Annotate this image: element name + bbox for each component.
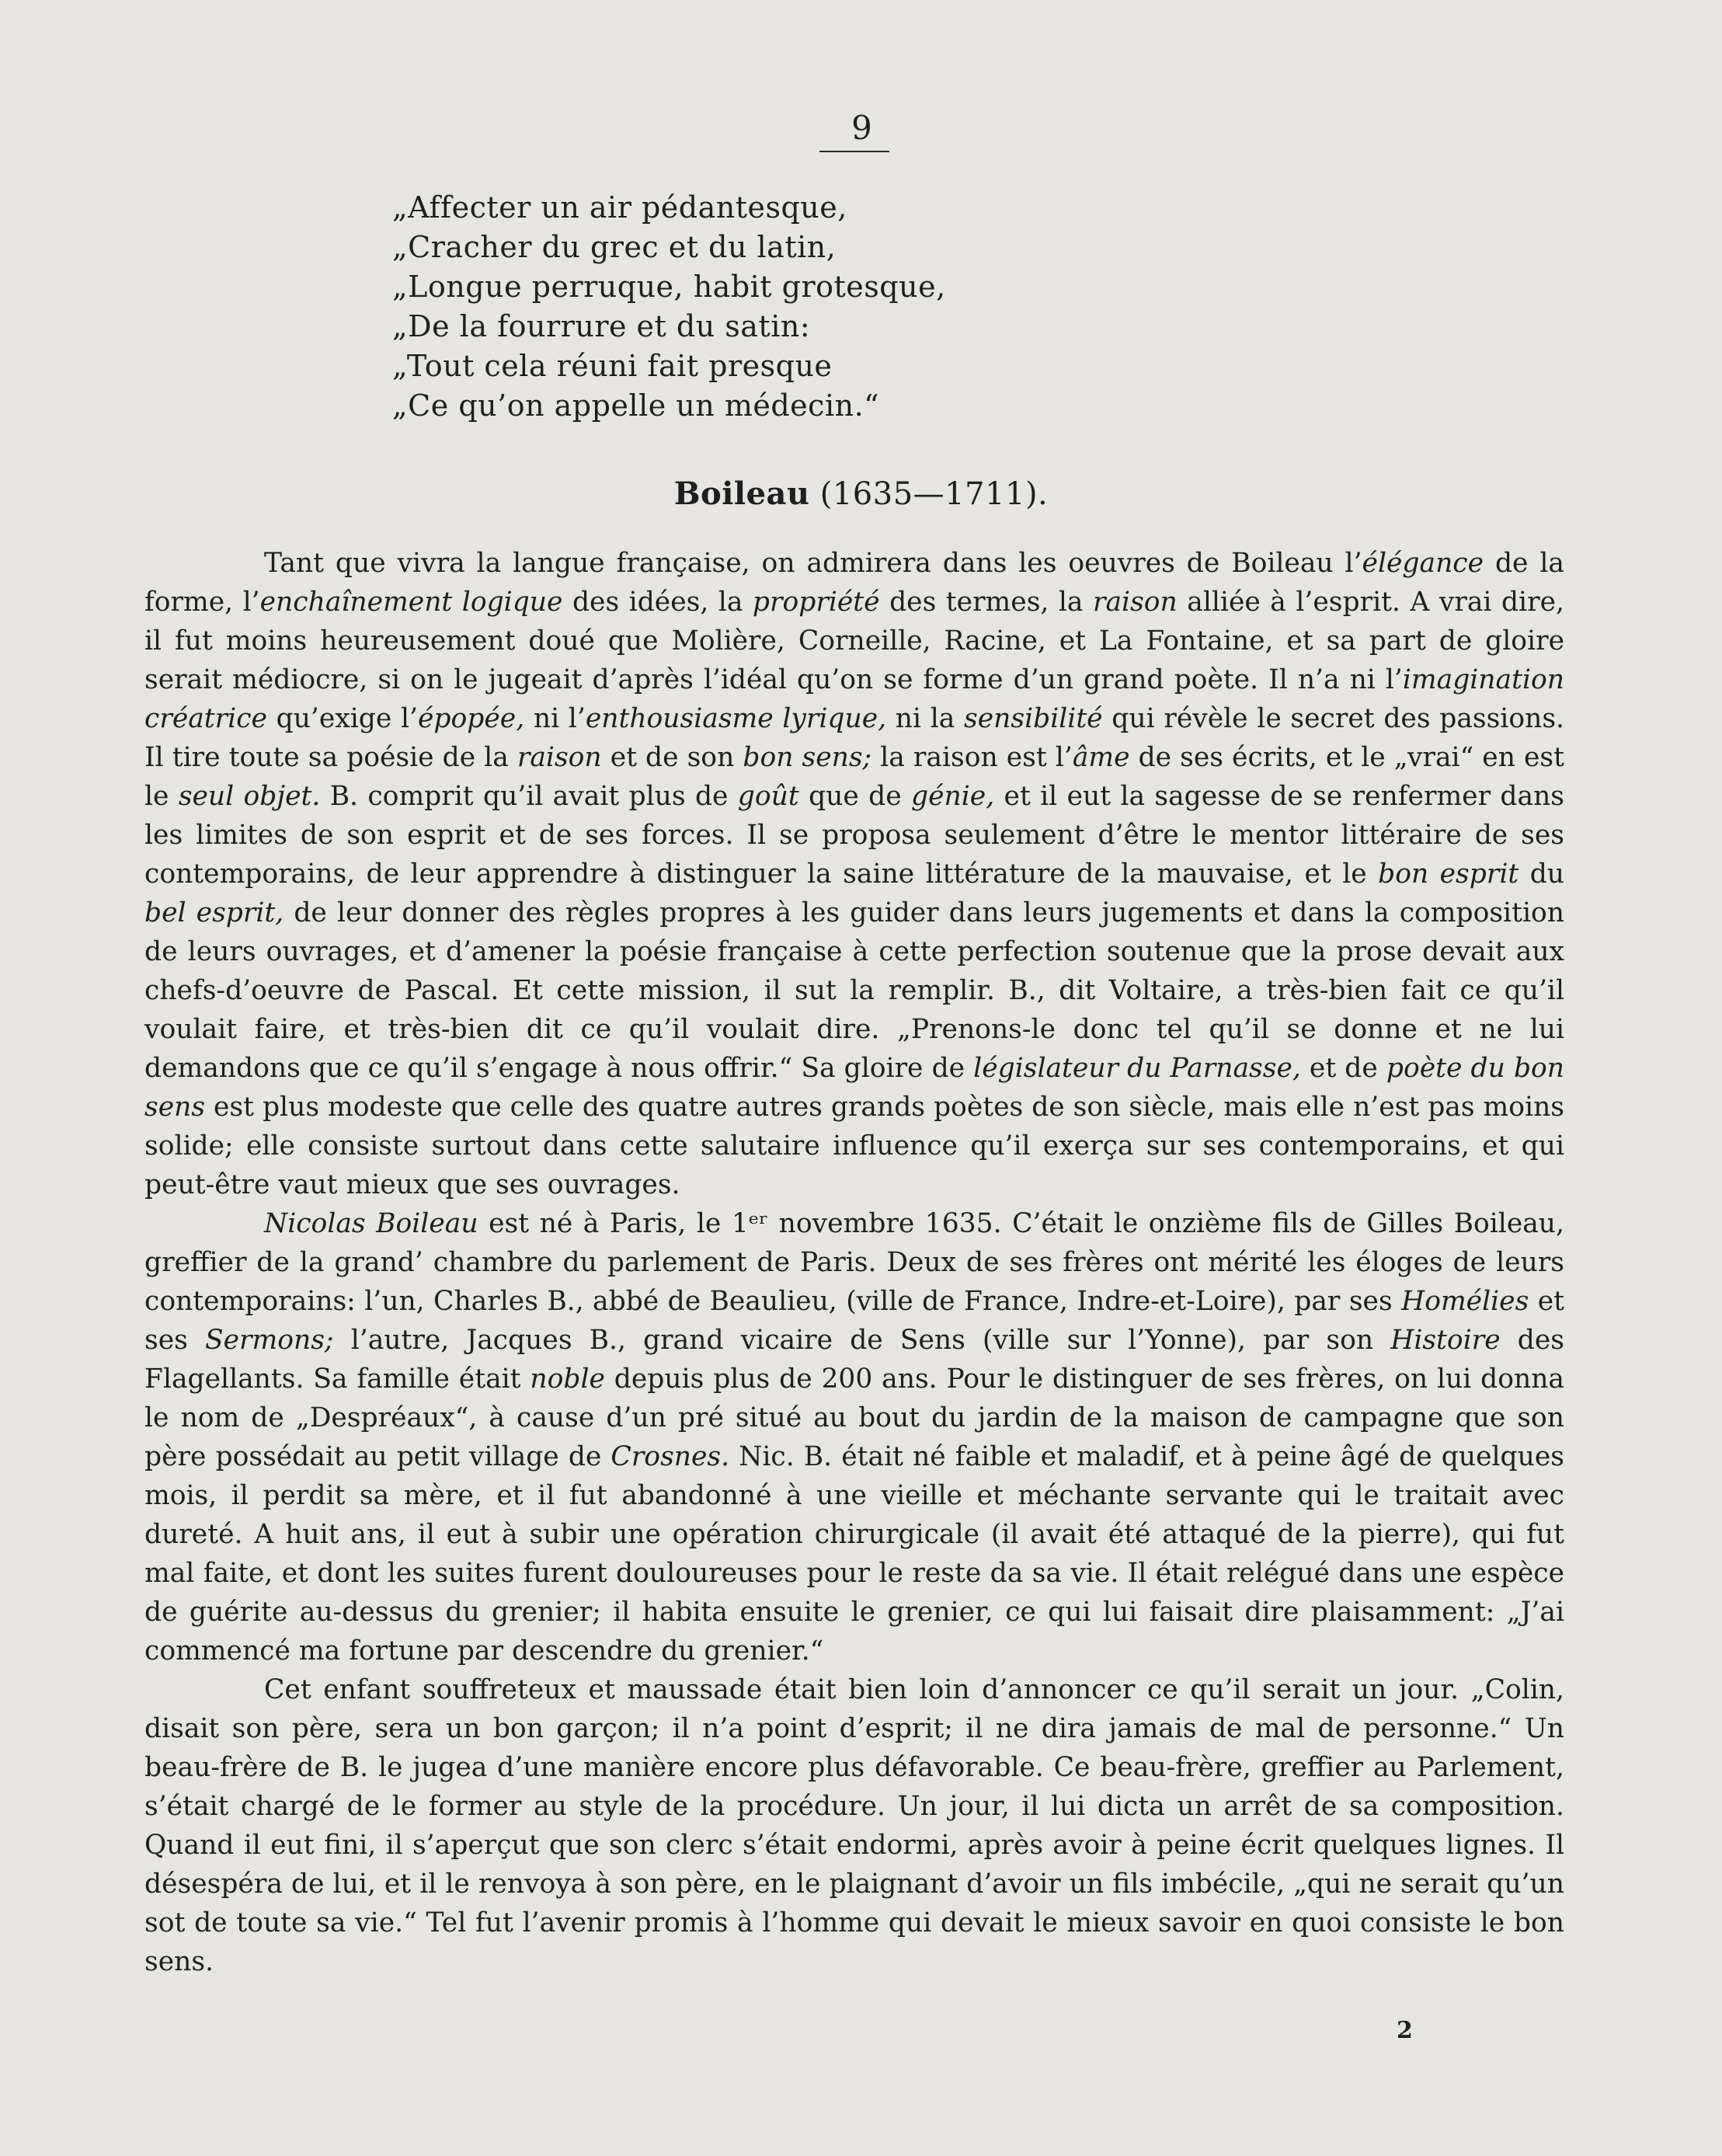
emphasized-text: bel esprit, xyxy=(144,897,284,928)
emphasized-text: seul objet. xyxy=(178,781,321,812)
heading-dates: (1635—1711). xyxy=(819,476,1049,512)
body-text xyxy=(144,544,1564,1981)
emphasized-text: génie, xyxy=(911,781,995,812)
emphasized-text: Crosnes. xyxy=(611,1441,730,1472)
emphasized-text: sensibilité xyxy=(964,703,1103,734)
paragraph xyxy=(144,1670,1564,1981)
emphasized-text: raison xyxy=(1092,587,1178,618)
text-run: et de xyxy=(1300,1053,1386,1084)
text-run: depuis plus de 200 ans. Pour le distinguer de ses frères, on lui donna le nom de „Despréaux“, à cause d’un pré situé au bout du jardin de la maison de campagne que son père possédait au petit village de xyxy=(144,1364,1565,1472)
page-number: 9 xyxy=(851,109,873,147)
emphasized-text: bon sens; xyxy=(743,742,872,773)
emphasized-text: imagination créatrice xyxy=(144,664,1564,734)
text-run: ni l’ xyxy=(524,703,586,734)
emphasized-text: Histoire xyxy=(1390,1325,1501,1356)
text-run: alliée à l’esprit. A vrai dire, il fut moins heureusement doué que Molière, Corneille, Racine, et La Fontaine, et sa part de gloire serait médiocre, si on le jugeait d’après l’idéal qu’on se forme d’un grand poète. Il n’a ni l’ xyxy=(144,587,1564,695)
text-run: des termes, la xyxy=(879,587,1093,618)
text-run: Tant que vivra la langue française, on admirera dans les oeuvres de Boileau l’ xyxy=(264,548,1362,579)
verse-line: „De la fourrure et du satin: xyxy=(392,309,811,343)
text-run: qu’exige l’ xyxy=(266,703,418,734)
emphasized-text: poète du bon sens xyxy=(144,1053,1565,1123)
emphasized-text: Sermons; xyxy=(204,1325,334,1356)
signature-mark: 2 xyxy=(1397,2017,1413,2044)
verse-line: „Affecter un air pédantesque, xyxy=(392,190,847,225)
text-run: et de son xyxy=(601,742,743,773)
page-number-rule xyxy=(819,151,889,152)
text-run: est plus modeste que celle des quatre autres grands poètes de son siècle, mais elle n’est pas moins solide; elle consiste surtout dans cette salutaire influence qu’il exerça sur ses contemporains, et qui peut-être vaut mieux que ses ouvrages. xyxy=(144,1092,1564,1200)
emphasized-text: épopée, xyxy=(418,703,525,734)
text-run: B. comprit qu’il avait plus de xyxy=(320,781,738,812)
text-run: qui révèle le secret des passions. Il tire toute sa poésie de la xyxy=(144,703,1564,773)
text-run: ni la xyxy=(886,703,965,734)
verse-line: „Longue perruque, habit grotesque, xyxy=(392,270,946,304)
emphasized-text: goût xyxy=(737,781,799,812)
paragraph xyxy=(144,1204,1564,1670)
emphasized-text: législateur du Parnasse, xyxy=(973,1053,1301,1084)
verse-quotation xyxy=(392,188,946,426)
emphasized-text: noble xyxy=(530,1364,605,1395)
paragraph xyxy=(144,544,1564,1204)
text-run: des idées, la xyxy=(562,587,753,618)
emphasized-text: enthousiasme lyrique, xyxy=(585,703,887,734)
verse-line: „Cracher du grec et du latin, xyxy=(392,230,837,264)
emphasized-text: Nicolas Boileau xyxy=(264,1208,478,1239)
emphasized-text: propriété xyxy=(752,587,880,618)
emphasized-text: enchaînement logique xyxy=(259,587,563,618)
text-run: Cet enfant souffreteux et maussade était bien loin d’annoncer ce qu’il serait un jour. „Colin, disait son père, sera un bon garçon; il n’a point d’esprit; il ne dira jamais de mal de personne.“ Un beau-frère de B. le jugea d’une manière encore plus défavorable. Ce beau-frère, greffier au Parlement, s’était chargé de le former au style de la procédure. Un jour, il lui dicta un arrêt de sa composition. Quand il eut fini, il s’aperçut que son clerc s’était endormi, après avoir à peine écrit quelques lignes. Il désespéra de lui, et il le renvoya à son père, en le plaignant d’avoir un fils imbécile, „qui ne serait qu’un sot de toute sa vie.“ Tel fut l’avenir promis à l’homme qui devait le mieux savoir en quoi consiste le bon sens. xyxy=(144,1674,1564,1977)
text-run: la raison est l’ xyxy=(871,742,1073,773)
emphasized-text: raison xyxy=(517,742,602,773)
text-run: Nic. B. était né faible et maladif, et à peine âgé de quelques mois, il perdit sa mère, et il fut abandonné à une vieille et méchante servante qui le traitait avec dureté. A huit ans, il eut à subir une opération chirurgicale (il avait été attaqué de la pierre), qui fut mal faite, et dont les suites furent douloureuses pour le reste da sa vie. Il était relégué dans une espèce de guérite au-dessus du grenier; il habita ensuite le grenier, ce qui lui faisait dire plaisamment: „J’ai commencé ma fortune par descendre du grenier.“ xyxy=(144,1441,1564,1667)
emphasized-text: Homélies xyxy=(1401,1286,1529,1317)
emphasized-text: élégance xyxy=(1362,548,1484,579)
text-run: de la forme, l’ xyxy=(144,548,1564,618)
section-heading xyxy=(0,475,1722,512)
text-run: et il eut la sagesse de se renfermer dans les limites de son esprit et de ses forces. Il se proposa seulement d’être le mentor littéraire de ses contemporains, de leur apprendre à distinguer la saine littérature de la mauvaise, et le xyxy=(144,781,1564,890)
text-run: l’autre, Jacques B., grand vicaire de Sens (ville sur l’Yonne), par son xyxy=(333,1325,1391,1356)
text-run: des Flagellants. Sa famille était xyxy=(144,1325,1564,1395)
text-run: de leur donner des règles propres à les guider dans leurs jugements et dans la composition de leurs ouvrages, et d’amener la poésie française à cette perfection soutenue que la prose devait aux chefs-d’oeuvre de Pascal. Et cette mission, il sut la remplir. B., dit Voltaire, a très-bien fait ce qu’il voulait faire, et très-bien dit ce qu’il voulait dire. „Prenons-le donc tel qu’il se donne et ne lui demandons que ce qu’il s’engage à nous offrir.“ Sa gloire de xyxy=(144,897,1564,1084)
emphasized-text: âme xyxy=(1072,742,1130,773)
emphasized-text: bon esprit xyxy=(1378,859,1519,890)
verse-line: „Ce qu’on appelle un médecin.“ xyxy=(392,388,880,423)
text-run: et ses xyxy=(144,1286,1565,1356)
text-run: du xyxy=(1518,859,1565,890)
text-run: est né à Paris, le 1ᵉʳ novembre 1635. C’était le onzième fils de Gilles Boileau, greffier de la grand’ chambre du parlement de Paris. Deux de ses frères ont mérité les éloges de leurs contemporains: l’un, Charles B., abbé de Beaulieu, (ville de France, Indre-et-Loire), par ses xyxy=(144,1208,1564,1317)
text-run: que de xyxy=(798,781,912,812)
verse-line: „Tout cela réuni fait presque xyxy=(392,349,833,383)
text-run: de ses écrits, et le „vrai“ en est le xyxy=(144,742,1564,812)
heading-name: Boileau xyxy=(673,475,810,512)
